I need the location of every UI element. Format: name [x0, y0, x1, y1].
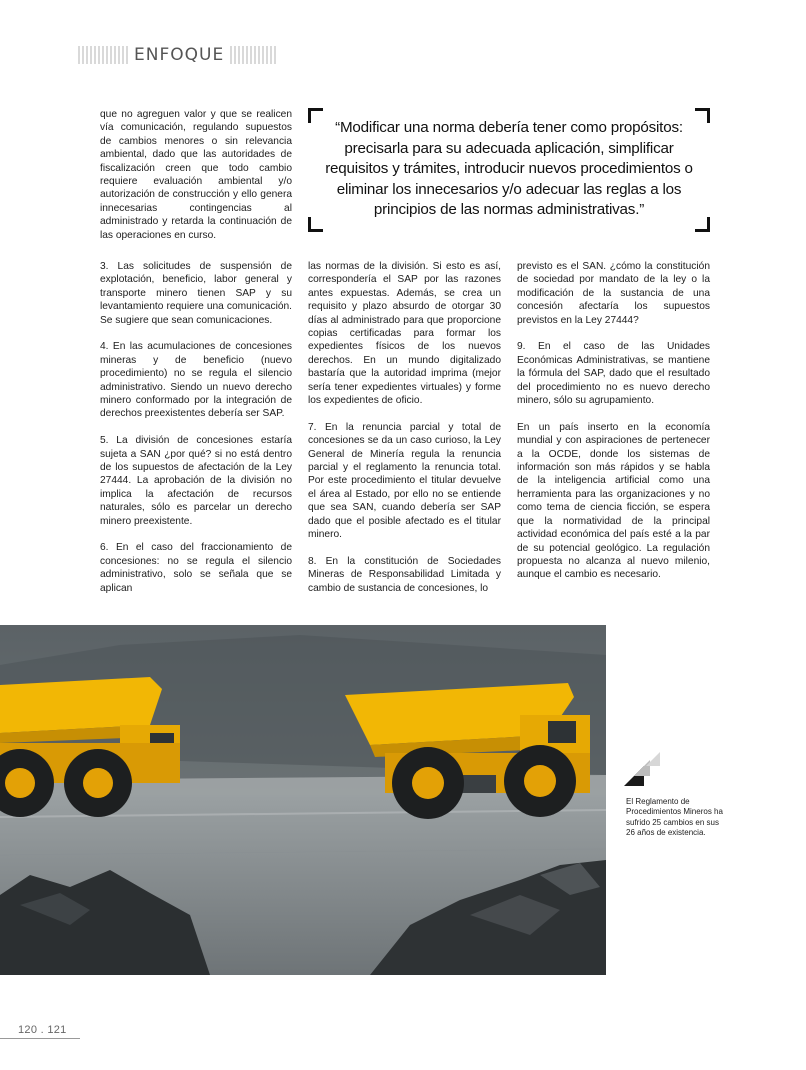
section-header	[78, 44, 278, 66]
page-numbers: 120 . 121	[18, 1024, 67, 1036]
paragraph: 3. Las solicitudes de suspensión de explotación, beneficio, labor general y transporte minero tienen SAP y su levantamiento requiere una comunicación. Se sugiere que sean comunicaciones.	[100, 261, 292, 326]
quote-corner-bottom-right	[695, 217, 710, 232]
pull-quote	[308, 108, 710, 232]
photo-illustration	[0, 625, 606, 975]
mining-trucks-photo	[0, 625, 606, 975]
article-column-3	[517, 260, 710, 595]
paragraph: 4. En las acumulaciones de concesiones mineras y de beneficio (nuevo procedimiento) no se regula el silencio administrativo. Siendo un nuevo derecho minero conformado por la integración de derechos preexistentes debería ser SAP.	[100, 341, 292, 420]
folio-divider	[0, 1038, 80, 1039]
quote-corner-top-left	[308, 108, 323, 123]
article-column-1	[100, 260, 292, 609]
paragraph: 7. En la renuncia parcial y total de concesiones se da un caso curioso, la Ley General de Minería regula la renuncia parcial y el reglamento la renuncia total. Por este procedimiento el titular devuelve el área al Estado, por ello no se entiende que sea SAN, cuando debería ser SAP dado que el posible afectado es el titular minero.	[308, 421, 501, 541]
paragraph: previsto es el SAN. ¿cómo la constitución de sociedad por mandato de la ley o la modificación de la sustancia de una concesión afectaría los supuestos previstos en la Ley 27444?	[517, 261, 710, 326]
truck-dump-bed	[0, 677, 162, 733]
section-label: ENFOQUE	[128, 44, 230, 66]
article-column-1-top	[100, 108, 292, 255]
caption-triangle-icon	[624, 752, 664, 788]
photo-caption: El Reglamento de Procedimientos Mineros ha sufrido 25 cambios en sus 26 años de existencia.	[626, 797, 723, 838]
paragraph: las normas de la división. Si esto es así, correspondería el SAP por las razones antes expuestas. Además, se crea un requisito y plazo absurdo de otorgar 30 días al administrado para que proporcione copias certificadas para formar los expedientes físicos de los nuevos derechos. En un mundo digitalizado bastaría que la autoridad imprima (mejor sería tener expedientes virtuales) y forme los expedientes de oficio.	[308, 261, 501, 407]
paragraph: que no agreguen valor y que se realicen vía comunicación, regulando supuestos de cambios menores o sin relevancia ambiental, dado que las autoridades de fiscalización creen que todo cambio requiere evaluación ambiental y/o autorización de construcción y ello genera innecesarias contingencias al administrado y retarda la continuación de las operaciones en curso.	[100, 109, 292, 241]
article-column-2	[308, 260, 501, 609]
paragraph: En un país inserto en la economía mundial y con aspiraciones de pertenecer a la OCDE, donde los sistemas de información son más rápidos y se habla de la inteligencia artificial como una herramienta para las organizaciones y no como tema de ciencia ficción, se espera que la normatividad de la principal actividad económica del país esté a la par de su potencial geológico. La regulación propuesta no alcanza al nuevo milenio, aunque el cambio es necesario.	[517, 421, 710, 581]
quote-corner-bottom-left	[308, 217, 323, 232]
paragraph: 9. En el caso de las Unidades Económicas Administrativas, se mantiene la fórmula del SAP, dado que el resultado del procedimiento no es nuevo derecho minero, sólo su agrupamiento.	[517, 341, 710, 407]
quote-corner-top-right	[695, 108, 710, 123]
paragraph: 6. En el caso del fraccionamiento de concesiones: no se regula el silencio administrativo, solo se señala que se aplican	[100, 542, 292, 594]
paragraph: 8. En la constitución de Sociedades Mineras de Responsabilidad Limitada y cambio de sustancia de concesiones, lo	[308, 555, 501, 594]
paragraph: 5. La división de concesiones estaría sujeta a SAN ¿por qué? si no está dentro de los supuestos de afectación de la Ley 27444. La aprobación de la división no implica la afectación de recursos naturales, sólo es parcelar un derecho minero preexistente.	[100, 435, 292, 527]
pull-quote-text: “Modificar una norma debería tener como propósitos: precisarla para su adecuada aplicación, simplificar requisitos y trámites, introducir nuevos procedimientos o eliminar los innecesarios y/o adecuar las reglas a los principios de las normas administrativas.”	[325, 119, 693, 219]
